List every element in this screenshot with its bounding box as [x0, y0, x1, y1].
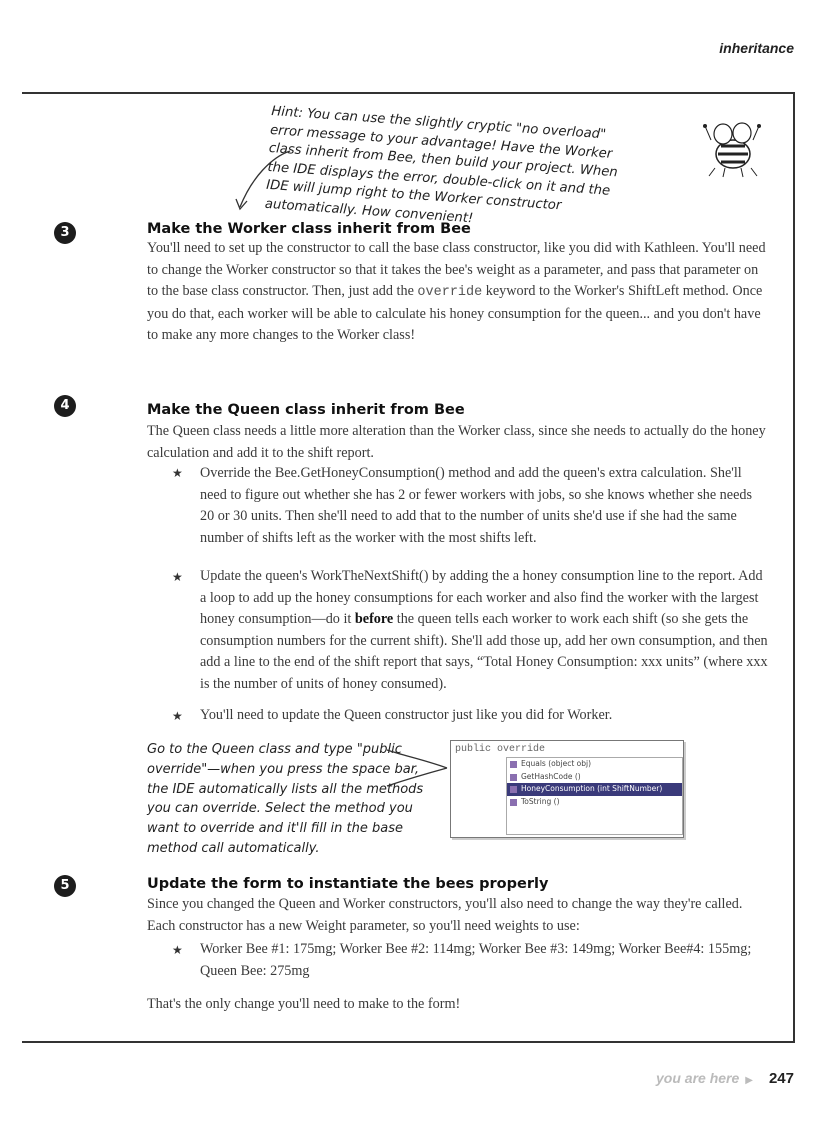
intellisense-item[interactable]: Equals (object obj): [507, 758, 682, 771]
hint-annotation: Hint: You can use the slightly cryptic "no overload" error message to your advantage! Have the Worker class inherit from Bee, then build your project. When the IDE displays the error, double-click on it and the IDE will jump right to the Worker constructor automatically. How convenient!: [264, 103, 619, 226]
bullet-star-icon: ★: [172, 570, 183, 584]
intellisense-list: [506, 757, 683, 835]
step-4-bullet-2: [200, 566, 768, 695]
step-number: 3: [54, 222, 76, 244]
triangle-right-icon: ▶: [745, 1075, 753, 1086]
step-number: 5: [54, 875, 76, 897]
step-5-closing: That's the only change you'll need to make to the form!: [147, 996, 461, 1012]
step-4-bullet-3: You'll need to update the Queen constructor just like you did for Worker.: [200, 707, 613, 723]
method-icon: [510, 786, 517, 793]
step-4-paragraph: The Queen class needs a little more alteration than the Worker class, since she needs to actually do the honey calculation and add it to the shift report.: [147, 423, 766, 461]
step-4-bullet-1: Override the Bee.GetHoneyConsumption() method and add the queen's extra calculation. She'll need to figure out whether she has 2 or fewer workers with jobs, so she knows whether she needs 20 or 30 units. Then she'll need to add that to the number of units she'd use if she had the same number of shifts left as the worker with the most shifts left.: [200, 465, 752, 546]
step-3-text-b: keyword to the Worker's ShiftLeft method. Once you do that, each worker will be able to calculate his honey consumption for the queen... and you don't have to make any more changes to the Worker class!: [147, 283, 763, 343]
bee-icon: [703, 120, 761, 180]
step-3-text-a: You'll need to set up the constructor to call the base class constructor, like you did with Kathleen. You'll need to change the Worker constructor so that it takes the bee's weight as a parameter, and pass that parameter on to the base class constructor. Then, just add the: [147, 240, 766, 299]
hint-arrow-icon: [232, 147, 292, 213]
ide-note-annotation: Go to the Queen class and type "public override"—when you press the space bar, the IDE automatically lists all the methods you can override. Select the method you want to override and it'll fill in the base method call automatically.: [147, 742, 424, 856]
bullet-2-text-b: the queen tells each worker to work each shift (so she gets the consumption numbers for the current shift). She'll add those up, add her own consumption, and then add a line to the end of the shift report that says, “Total Honey Consumption: xxx units” (where xxx is the number of units of honey consumed).: [200, 611, 768, 692]
step-5-heading: Update the form to instantiate the bees properly: [147, 876, 549, 892]
step-4-heading: Make the Queen class inherit from Bee: [147, 402, 465, 418]
ide-autocomplete-screenshot: [450, 740, 684, 838]
method-icon: [510, 761, 517, 768]
method-icon: [510, 774, 517, 781]
chapter-title: inheritance: [719, 40, 794, 56]
bullet-star-icon: ★: [172, 709, 183, 723]
step-5-bullet-1: Worker Bee #1: 175mg; Worker Bee #2: 114mg; Worker Bee #3: 149mg; Worker Bee#4: 155mg; Queen Bee: 275mg: [200, 941, 752, 979]
bullet-2-bold: before: [354, 611, 394, 627]
step-number: 4: [54, 395, 76, 417]
step-3-heading: Make the Worker class inherit from Bee: [147, 221, 471, 237]
step-5-paragraph: Since you changed the Queen and Worker constructors, you'll also need to change the way they're called. Each constructor has a new Weight parameter, so you'll need weights to use:: [147, 896, 743, 934]
you-are-here: you are here: [656, 1070, 740, 1086]
note-arrow-icon: [385, 746, 453, 790]
bullet-2-text-a: Update the queen's WorkTheNextShift() by adding the a honey consumption line to the report. Add a loop to add up the honey consumptions for each worker and also find the worker with the largest honey consumption—do it: [200, 568, 763, 627]
method-icon: [510, 799, 517, 806]
intellisense-item[interactable]: ToString (): [507, 796, 682, 809]
step-3-paragraph: [147, 238, 767, 347]
override-keyword: override: [417, 285, 483, 300]
intellisense-item[interactable]: GetHashCode (): [507, 771, 682, 784]
bullet-star-icon: ★: [172, 466, 183, 480]
intellisense-item-selected[interactable]: HoneyConsumption (int ShiftNumber): [507, 783, 682, 796]
bullet-star-icon: ★: [172, 943, 183, 957]
page-number: 247: [768, 1070, 794, 1087]
page-footer: [656, 1070, 794, 1087]
ide-code-line: public override: [455, 744, 546, 755]
